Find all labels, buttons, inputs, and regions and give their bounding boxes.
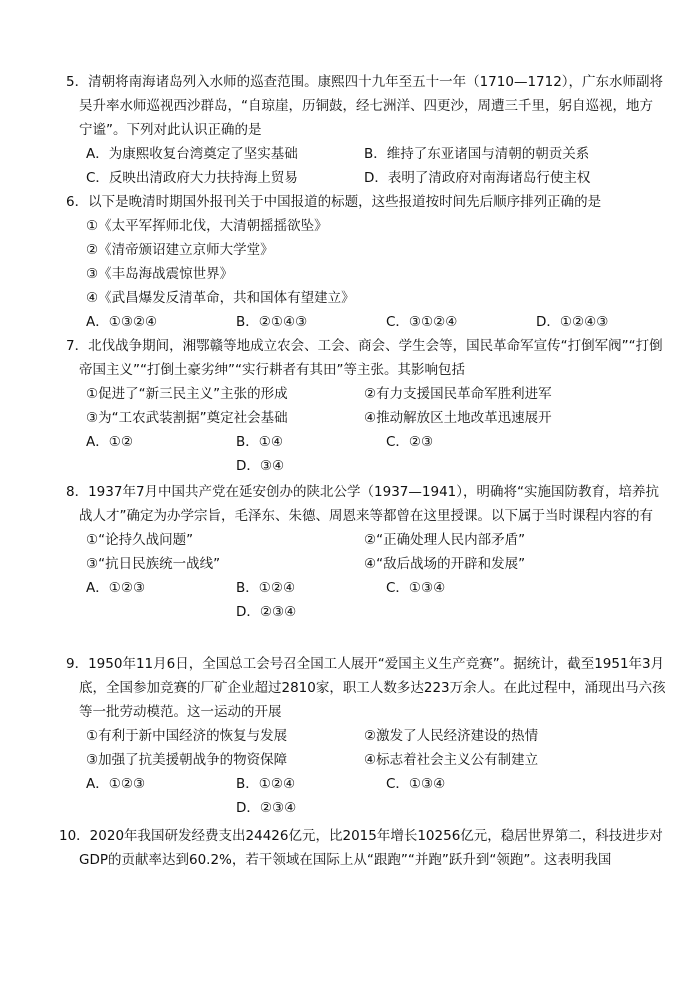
options bbox=[86, 430, 666, 454]
statement-3: ③加强了抗美援朝战争的物资保障 bbox=[86, 752, 288, 768]
option-a[interactable]: A．①②③ bbox=[86, 580, 146, 596]
statement-2: ②“正确处理人民内部矛盾” bbox=[364, 532, 526, 548]
option-c[interactable]: C．③①②④ bbox=[386, 314, 458, 330]
question-stem: 8．1937年7月中国共产党在延安创办的陕北公学（1937—1941），明确将“实施国防教育，培养抗战人才”确定为办学宗旨，毛泽东、朱德、周恩来等都曾在这里授课。以下属于当时课程内容的有 bbox=[66, 484, 659, 524]
option-d[interactable]: D．②③④ bbox=[236, 604, 297, 620]
option-d[interactable]: D．表明了清政府对南海诸岛行使主权 bbox=[364, 170, 591, 186]
question-5 bbox=[66, 70, 666, 190]
question-7 bbox=[66, 334, 666, 478]
option-a[interactable]: A．为康熙收复台湾奠定了坚实基础 bbox=[86, 146, 298, 162]
statements bbox=[86, 528, 666, 576]
question-stem: 10．2020年我国研发经费支出24426亿元，比2015年增长10256亿元，稳居世界第二，科技进步对GDP的贡献率达到60.2%，若干领域在国际上从“跟跑”“并跑”跃升到“领跑”。这表明我国 bbox=[59, 828, 663, 868]
option-b[interactable]: B．②①④③ bbox=[236, 314, 308, 330]
option-c[interactable]: C．①③④ bbox=[386, 776, 446, 792]
question-stem: 5．清朝将南海诸岛列入水师的巡查范围。康熙四十九年至五十一年（1710—1712），广东水师副将吴升率水师巡视西沙群岛，“自琼崖，历铜鼓，经七洲洋、四更沙，周遭三千里，躬自巡视，地方宁谧”。下列对此认识正确的是 bbox=[66, 74, 664, 138]
statement-1: ①《太平军挥师北伐，大清朝摇摇欲坠》 bbox=[86, 218, 328, 234]
option-a[interactable]: A．①②③ bbox=[86, 776, 146, 792]
option-b[interactable]: B．维持了东亚诸国与清朝的朝贡关系 bbox=[364, 146, 590, 162]
options bbox=[86, 310, 666, 334]
statement-2: ②《清帝颁诏建立京师大学堂》 bbox=[86, 242, 274, 258]
option-b[interactable]: B．①②④ bbox=[236, 580, 296, 596]
question-stem: 9．1950年11月6日，全国总工会号召全国工人展开“爱国主义生产竞赛”。据统计，截至1951年3月底，全国参加竞赛的厂矿企业超过2810家，职工人数多达223万余人。在此过程中，涌现出马六孩等一批劳动模范。这一运动的开展 bbox=[66, 656, 666, 720]
question-8 bbox=[66, 480, 666, 624]
question-10 bbox=[59, 824, 666, 872]
option-c[interactable]: C．①③④ bbox=[386, 580, 446, 596]
question-stem: 6．以下是晚清时期国外报刊关于中国报道的标题，这些报道按时间先后顺序排列正确的是 bbox=[66, 194, 602, 210]
option-d[interactable]: D．①②④③ bbox=[536, 314, 609, 330]
option-b[interactable]: B．①②④ bbox=[236, 776, 296, 792]
option-a[interactable]: A．①③②④ bbox=[86, 314, 158, 330]
question-stem: 7．北伐战争期间，湘鄂赣等地成立农会、工会、商会、学生会等，国民革命军宣传“打倒军阀”“打倒帝国主义”“打倒土豪劣绅”“实行耕者有其田”等主张。其影响包括 bbox=[66, 338, 663, 378]
statement-4: ④“敌后战场的开辟和发展” bbox=[364, 556, 526, 572]
statement-1: ①“论持久战问题” bbox=[86, 532, 194, 548]
statement-2: ②有力支援国民革命军胜利进军 bbox=[364, 386, 552, 402]
options bbox=[86, 772, 666, 796]
statement-1: ①有利于新中国经济的恢复与发展 bbox=[86, 728, 288, 744]
option-b[interactable]: B．①④ bbox=[236, 434, 283, 450]
statements bbox=[86, 382, 666, 430]
statement-3: ③为“工农武装割据”奠定社会基础 bbox=[86, 410, 288, 426]
statement-4: ④推动解放区土地改革迅速展开 bbox=[364, 410, 552, 426]
option-d[interactable]: D．②③④ bbox=[236, 800, 297, 816]
statements bbox=[86, 724, 666, 772]
statement-3: ③《丰岛海战震惊世界》 bbox=[86, 266, 234, 282]
options bbox=[86, 142, 666, 190]
statement-3: ③“抗日民族统一战线” bbox=[86, 556, 221, 572]
statement-4: ④《武昌爆发反清革命，共和国体有望建立》 bbox=[86, 290, 355, 306]
question-9 bbox=[66, 652, 666, 820]
options bbox=[86, 576, 666, 600]
statement-2: ②激发了人民经济建设的热情 bbox=[364, 728, 539, 744]
question-6 bbox=[66, 190, 666, 334]
option-c[interactable]: C．②③ bbox=[386, 434, 434, 450]
statement-1: ①促进了“新三民主义”主张的形成 bbox=[86, 386, 288, 402]
option-d[interactable]: D．③④ bbox=[236, 458, 285, 474]
statement-4: ④标志着社会主义公有制建立 bbox=[364, 752, 539, 768]
option-a[interactable]: A．①② bbox=[86, 434, 133, 450]
option-c[interactable]: C．反映出清政府大力扶持海上贸易 bbox=[86, 170, 298, 186]
